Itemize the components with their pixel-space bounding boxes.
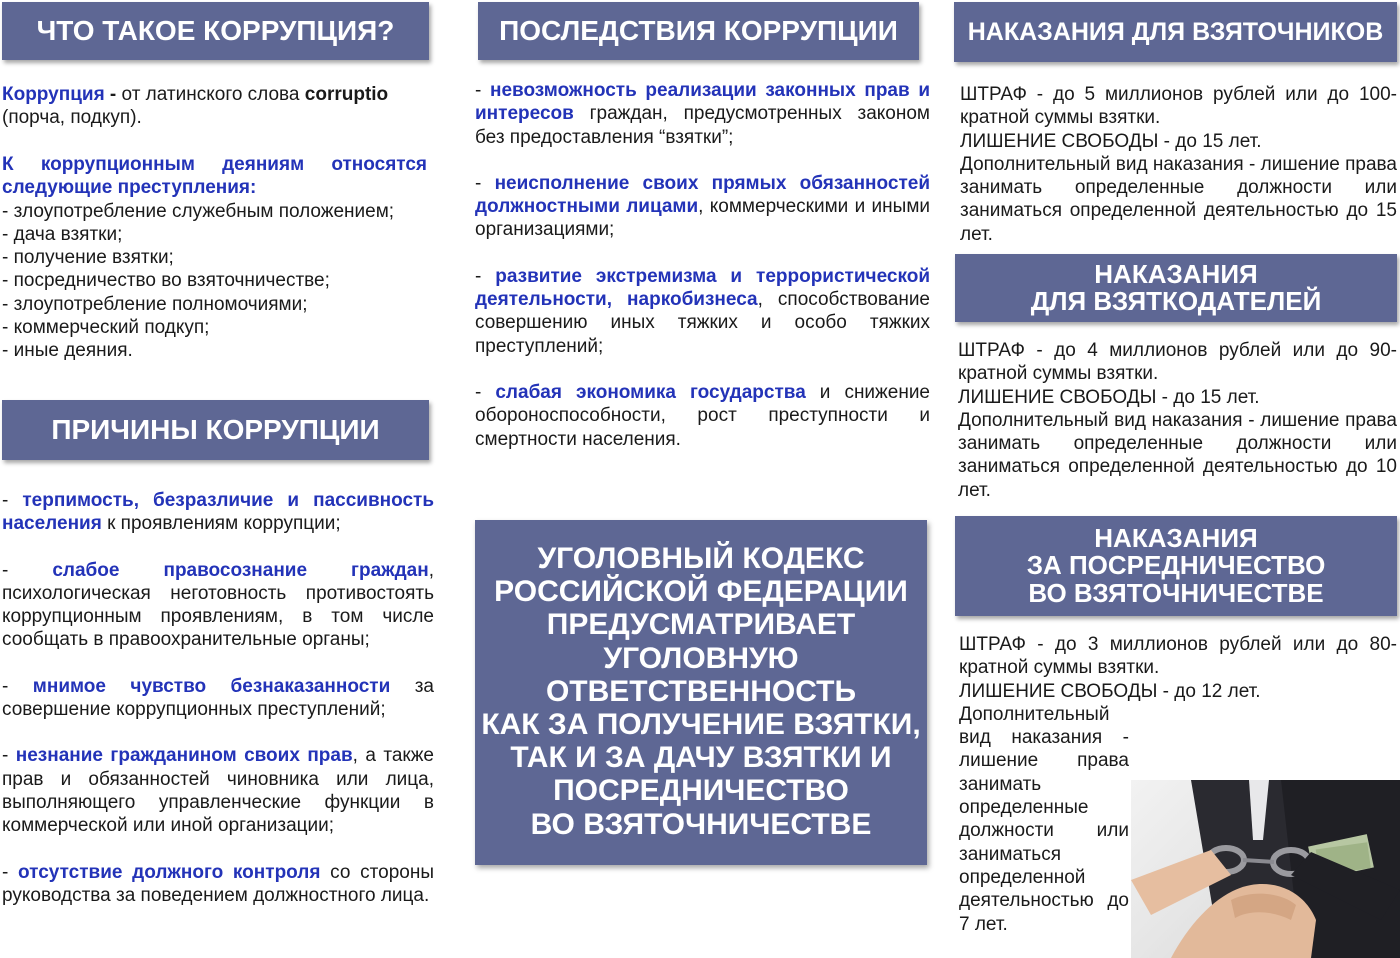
consequence-text: граждан, предусмотренных законом без предоставления “взятки”; [475,103,930,148]
definition-term: Коррупция [2,84,105,105]
header-consequences [478,2,919,60]
causes-list [2,489,434,907]
list-item: - коммерческий подкуп; [2,317,210,339]
list-item: - дача взятки; [2,223,123,245]
cause-highlight: отсутствие должного контроля [18,861,321,883]
cause-highlight: терпимость, безразличие и пассивность населения [2,490,435,535]
consequence-highlight: развитие экстремизма и террористической деятельности, наркобизнеса [475,265,930,311]
list-item: - посредничество во взяточничестве; [2,270,330,292]
definition-word: corruptio [304,84,389,105]
bribe-takers-text [960,83,1397,246]
definition-text2: (порча, подкуп). [2,107,142,129]
list-item: - злоупотребление полномочиями; [2,293,308,315]
consequence-highlight: неисполнение своих прямых обязанностей должностными лицами [475,172,931,218]
header-bribe-takers-text: НАКАЗАНИЯ ДЛЯ ВЗЯТОЧНИКОВ [967,17,1384,46]
consequence-highlight: слабая экономика государства [495,381,806,403]
box-line: ОТВЕТСТВЕННОСТЬ [545,674,857,708]
header-bribe-takers [954,2,1397,62]
list-item: - отсутствие должного контроля со стороны руководства за поведением должностного лица. [2,861,434,906]
list-item: - получение взятки; [2,247,174,269]
crimes-block [2,153,427,363]
box-line: УГОЛОВНУЮ [603,641,799,675]
header-bribe-givers [955,254,1397,322]
cause-text: к проявлениям коррупции; [101,513,341,535]
header-line: ВО ВЗЯТОЧНИЧЕСТВЕ [1028,577,1324,608]
list-item: - развитие экстремизма и террористической деятельности, наркобизнеса, способствование совершению иных тяжких и особо тяжких преступлений; [475,265,930,357]
cause-text: за совершение коррупционных преступлений; [2,675,434,721]
cause-highlight: незнание гражданином своих прав [15,745,353,767]
prison-text: ЛИШЕНИЕ СВОБОДЫ - до 12 лет. [959,680,1261,702]
header-what-is-corruption [2,2,429,60]
crimes-list [2,200,427,363]
list-item: - неисполнение своих прямых обязанностей должностными лицами, коммерческими и иными организациями; [475,172,931,241]
box-line: УГОЛОВНЫЙ КОДЕКС [537,542,865,575]
box-line: РОССИЙСКОЙ ФЕДЕРАЦИИ [494,575,908,609]
cause-highlight: слабое правосознание граждан [52,559,429,581]
extra-text: Дополнительный вид наказания - лишение права занимать определенные должности или заниматься определенной деятельностью до 10 лет. [958,409,1397,501]
bribe-givers-text [958,339,1397,502]
fine-text: ШТРАФ - до 5 миллионов рублей или до 100-кратной суммы взятки. [960,84,1397,129]
list-item: - незнание гражданином своих прав, а также прав и обязанностей чиновника или лица, выполняющего управленческие функции в коммерческой или иной организации; [2,745,434,837]
cause-text: , а также прав и обязанностей чиновника или лица, выполняющего управленческие функции в коммерческой или иной организации; [2,745,434,837]
list-item: - невозможность реализации законных прав и интересов граждан, предусмотренных законом без предоставления “взятки”; [475,80,930,148]
corruption-definition [2,83,434,130]
crimes-intro: К коррупционным деяниям относятся следующие преступления: [2,154,427,199]
box-line: ПОСРЕДНИЧЕСТВО [553,774,849,808]
cause-highlight: мнимое чувство безнаказанности [32,675,391,697]
consequence-highlight: невозможность реализации законных прав и интересов [475,80,930,125]
header-line: НАКАЗАНИЯ [1094,523,1258,554]
list-item: - слабая экономика государства и снижение обороноспособности, рост преступности и смертности населения. [475,381,930,450]
criminal-code-box [475,520,927,865]
list-item: - иные деяния. [2,340,133,362]
extra-text: Дополнительный вид наказания - лишение права занимать определенные должности или заниматься определенной деятельностью до 7 лет. [959,703,1129,935]
prison-text: ЛИШЕНИЕ СВОБОДЫ - до 15 лет. [958,386,1260,408]
header-consequences-text: ПОСЛЕДСТВИЯ КОРРУПЦИИ [499,15,898,47]
cause-text: , психологическая неготовность противостоять коррупционным проявлениям, в том числе сообщать в правоохранительные органы; [2,559,434,651]
consequence-text: , способствование совершению иных тяжких и особо тяжких преступлений; [475,289,930,357]
header-what-is-corruption-text: ЧТО ТАКОЕ КОРРУПЦИЯ? [36,15,395,47]
header-line: НАКАЗАНИЯ [1094,258,1258,289]
list-item: - злоупотребление служебным положением; [2,200,395,222]
list-item: - слабое правосознание граждан, психологическая неготовность противостоять коррупционным проявлениям, в том числе сообщать в правоохранительные органы; [2,559,434,651]
definition-dash: - [104,84,122,105]
prison-text: ЛИШЕНИЕ СВОБОДЫ - до 15 лет. [960,130,1262,152]
box-line: ТАК И ЗА ДАЧУ ВЗЯТКИ И [510,741,892,775]
fine-text: ШТРАФ - до 3 миллионов рублей или до 80-кратной суммы взятки. [959,634,1397,679]
list-item: - терпимость, безразличие и пассивность населения к проявлениям коррупции; [2,490,435,535]
cause-text: со стороны руководства за поведением должностного лица. [2,861,434,906]
handcuffs-icon [1131,780,1400,958]
handcuffed-hands-photo [1131,780,1400,958]
definition-text1: от латинского слова [121,84,305,105]
consequence-text: и снижение обороноспособности, рост преступности и смертности населения. [475,381,930,450]
extra-text: Дополнительный вид наказания - лишение права занимать определенные должности или заниматься определенной деятельностью до 15 лет. [960,153,1397,245]
list-item: - мнимое чувство безнаказанности за совершение коррупционных преступлений; [2,675,434,721]
consequence-text: , коммерческими и иными организациями; [475,196,930,241]
box-line: ПРЕДУСМАТРИВАЕТ [546,608,856,642]
header-line: ЗА ПОСРЕДНИЧЕСТВО [1026,550,1326,581]
header-line: ДЛЯ ВЗЯТКОДАТЕЛЕЙ [1030,286,1322,316]
box-line: ВО ВЗЯТОЧНИЧЕСТВЕ [530,807,872,841]
header-intermediaries [955,516,1397,616]
header-causes-text: ПРИЧИНЫ КОРРУПЦИИ [51,414,380,446]
box-line: КАК ЗА ПОЛУЧЕНИЕ ВЗЯТКИ, [481,708,921,742]
consequences-list [475,79,930,451]
header-causes [2,400,429,460]
fine-text: ШТРАФ - до 4 миллионов рублей или до 90-кратной суммы взятки. [958,340,1397,385]
